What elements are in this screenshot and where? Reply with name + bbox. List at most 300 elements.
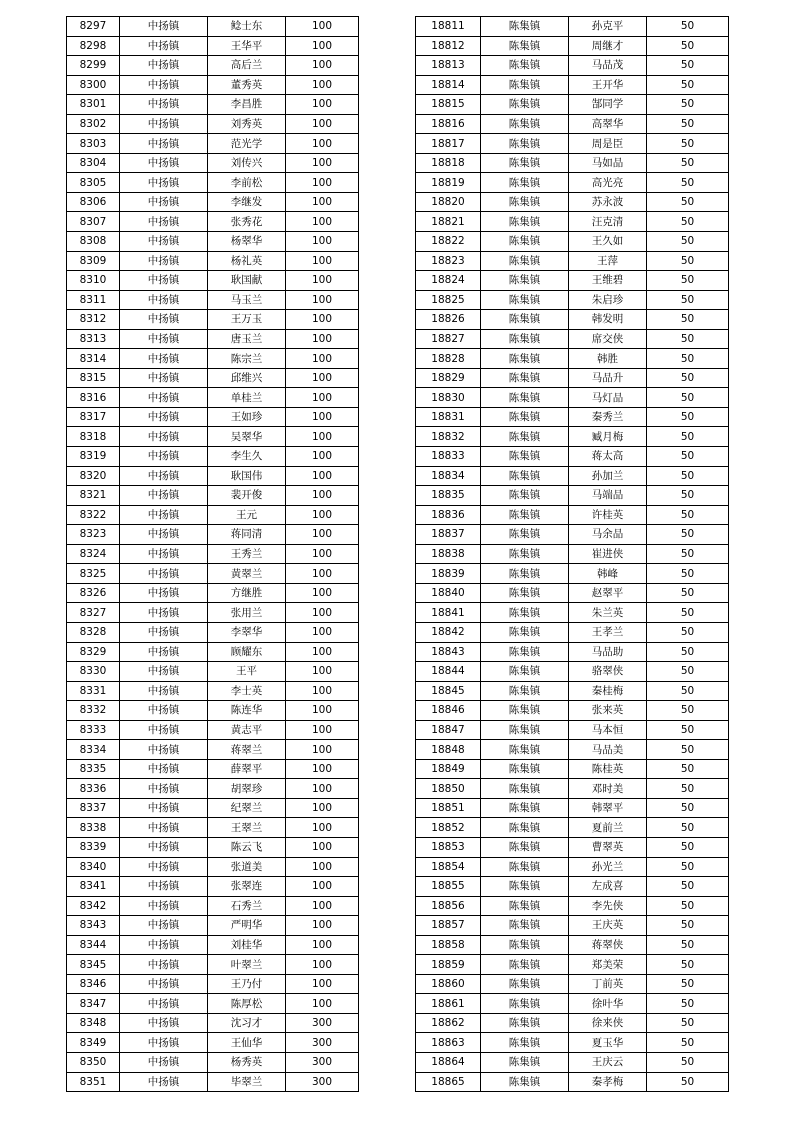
town-cell: 陈集镇	[481, 17, 569, 37]
id-cell: 18828	[416, 349, 481, 369]
id-cell: 18854	[416, 857, 481, 877]
left-table-row	[67, 505, 359, 525]
amount-cell: 50	[647, 17, 729, 37]
name-cell: 马品升	[569, 368, 647, 388]
name-cell: 马玉兰	[208, 290, 286, 310]
town-cell: 中扬镇	[120, 17, 208, 37]
left-table-row	[67, 974, 359, 994]
amount-cell: 50	[647, 818, 729, 838]
amount-cell: 50	[647, 447, 729, 467]
left-table-row	[67, 329, 359, 349]
left-table-row	[67, 681, 359, 701]
left-table-row	[67, 153, 359, 173]
left-table-row	[67, 349, 359, 369]
amount-cell: 100	[286, 935, 359, 955]
name-cell: 朱启珍	[569, 290, 647, 310]
name-cell: 薛翠平	[208, 759, 286, 779]
right-table-row	[416, 134, 729, 154]
id-cell: 8297	[67, 17, 120, 37]
left-table-row	[67, 622, 359, 642]
town-cell: 陈集镇	[481, 681, 569, 701]
amount-cell: 100	[286, 896, 359, 916]
name-cell: 黄志平	[208, 720, 286, 740]
id-cell: 18813	[416, 56, 481, 76]
left-table-row	[67, 837, 359, 857]
id-cell: 8351	[67, 1072, 120, 1092]
amount-cell: 100	[286, 759, 359, 779]
id-cell: 18827	[416, 329, 481, 349]
town-cell: 中扬镇	[120, 994, 208, 1014]
name-cell: 鲶士东	[208, 17, 286, 37]
id-cell: 18817	[416, 134, 481, 154]
right-table-row	[416, 837, 729, 857]
amount-cell: 50	[647, 212, 729, 232]
amount-cell: 100	[286, 525, 359, 545]
right-table-row	[416, 877, 729, 897]
id-cell: 8312	[67, 310, 120, 330]
name-cell: 王开华	[569, 75, 647, 95]
amount-cell: 50	[647, 681, 729, 701]
town-cell: 中扬镇	[120, 232, 208, 252]
amount-cell: 50	[647, 75, 729, 95]
town-cell: 中扬镇	[120, 622, 208, 642]
right-table-row	[416, 1033, 729, 1053]
amount-cell: 50	[647, 290, 729, 310]
amount-cell: 100	[286, 232, 359, 252]
id-cell: 18855	[416, 877, 481, 897]
id-cell: 8350	[67, 1052, 120, 1072]
left-table-row	[67, 583, 359, 603]
left-table-row	[67, 994, 359, 1014]
name-cell: 王乃付	[208, 974, 286, 994]
town-cell: 中扬镇	[120, 681, 208, 701]
amount-cell: 50	[647, 779, 729, 799]
amount-cell: 100	[286, 95, 359, 115]
left-table-row	[67, 544, 359, 564]
town-cell: 陈集镇	[481, 916, 569, 936]
town-cell: 中扬镇	[120, 36, 208, 56]
amount-cell: 50	[647, 153, 729, 173]
town-cell: 陈集镇	[481, 564, 569, 584]
town-cell: 中扬镇	[120, 642, 208, 662]
left-table-row	[67, 818, 359, 838]
amount-cell: 50	[647, 95, 729, 115]
town-cell: 陈集镇	[481, 134, 569, 154]
name-cell: 王庆英	[569, 916, 647, 936]
name-cell: 秦桂梅	[569, 681, 647, 701]
id-cell: 8318	[67, 427, 120, 447]
amount-cell: 50	[647, 916, 729, 936]
name-cell: 马端品	[569, 486, 647, 506]
id-cell: 18856	[416, 896, 481, 916]
id-cell: 18815	[416, 95, 481, 115]
amount-cell: 50	[647, 329, 729, 349]
left-table-row	[67, 701, 359, 721]
town-cell: 陈集镇	[481, 349, 569, 369]
left-table-row	[67, 271, 359, 291]
town-cell: 陈集镇	[481, 427, 569, 447]
left-table-row	[67, 232, 359, 252]
town-cell: 陈集镇	[481, 857, 569, 877]
name-cell: 韩峰	[569, 564, 647, 584]
name-cell: 纪翠兰	[208, 798, 286, 818]
town-cell: 中扬镇	[120, 290, 208, 310]
left-table-row	[67, 192, 359, 212]
id-cell: 18863	[416, 1033, 481, 1053]
amount-cell: 50	[647, 1052, 729, 1072]
town-cell: 陈集镇	[481, 212, 569, 232]
amount-cell: 50	[647, 36, 729, 56]
id-cell: 8326	[67, 583, 120, 603]
town-cell: 陈集镇	[481, 75, 569, 95]
id-cell: 18858	[416, 935, 481, 955]
id-cell: 8305	[67, 173, 120, 193]
name-cell: 韩胜	[569, 349, 647, 369]
amount-cell: 50	[647, 759, 729, 779]
name-cell: 马灯品	[569, 388, 647, 408]
id-cell: 8335	[67, 759, 120, 779]
amount-cell: 100	[286, 740, 359, 760]
id-cell: 8309	[67, 251, 120, 271]
right-table-row	[416, 251, 729, 271]
id-cell: 8302	[67, 114, 120, 134]
name-cell: 孙加兰	[569, 466, 647, 486]
town-cell: 中扬镇	[120, 95, 208, 115]
name-cell: 郜同学	[569, 95, 647, 115]
left-table-row	[67, 173, 359, 193]
town-cell: 中扬镇	[120, 818, 208, 838]
id-cell: 8332	[67, 701, 120, 721]
right-table-row	[416, 818, 729, 838]
right-table-row	[416, 583, 729, 603]
amount-cell: 100	[286, 271, 359, 291]
town-cell: 陈集镇	[481, 114, 569, 134]
left-table-row	[67, 779, 359, 799]
name-cell: 周是臣	[569, 134, 647, 154]
id-cell: 8314	[67, 349, 120, 369]
amount-cell: 100	[286, 134, 359, 154]
amount-cell: 100	[286, 388, 359, 408]
town-cell: 中扬镇	[120, 935, 208, 955]
id-cell: 18852	[416, 818, 481, 838]
amount-cell: 50	[647, 427, 729, 447]
left-table-row	[67, 877, 359, 897]
amount-cell: 100	[286, 662, 359, 682]
amount-cell: 50	[647, 232, 729, 252]
amount-cell: 100	[286, 466, 359, 486]
town-cell: 中扬镇	[120, 798, 208, 818]
id-cell: 18843	[416, 642, 481, 662]
name-cell: 席交侠	[569, 329, 647, 349]
town-cell: 陈集镇	[481, 837, 569, 857]
right-table-row	[416, 544, 729, 564]
town-cell: 陈集镇	[481, 818, 569, 838]
town-cell: 中扬镇	[120, 251, 208, 271]
town-cell: 陈集镇	[481, 935, 569, 955]
amount-cell: 100	[286, 818, 359, 838]
left-table-row	[67, 564, 359, 584]
town-cell: 陈集镇	[481, 955, 569, 975]
amount-cell: 100	[286, 622, 359, 642]
name-cell: 马品助	[569, 642, 647, 662]
name-cell: 李继发	[208, 192, 286, 212]
id-cell: 8344	[67, 935, 120, 955]
id-cell: 18860	[416, 974, 481, 994]
right-table-row	[416, 798, 729, 818]
id-cell: 8348	[67, 1013, 120, 1033]
amount-cell: 50	[647, 368, 729, 388]
name-cell: 臧月梅	[569, 427, 647, 447]
name-cell: 马品美	[569, 740, 647, 760]
left-table-row	[67, 114, 359, 134]
name-cell: 王仙华	[208, 1033, 286, 1053]
right-table-row	[416, 153, 729, 173]
town-cell: 中扬镇	[120, 564, 208, 584]
name-cell: 蒋同清	[208, 525, 286, 545]
id-cell: 8320	[67, 466, 120, 486]
right-table-row	[416, 368, 729, 388]
id-cell: 18837	[416, 525, 481, 545]
id-cell: 18826	[416, 310, 481, 330]
right-table-row	[416, 349, 729, 369]
name-cell: 顾耀东	[208, 642, 286, 662]
town-cell: 陈集镇	[481, 505, 569, 525]
id-cell: 8316	[67, 388, 120, 408]
name-cell: 王庆云	[569, 1052, 647, 1072]
name-cell: 左成喜	[569, 877, 647, 897]
right-table-row	[416, 720, 729, 740]
name-cell: 高光亮	[569, 173, 647, 193]
town-cell: 陈集镇	[481, 36, 569, 56]
left-table-row	[67, 1052, 359, 1072]
amount-cell: 300	[286, 1072, 359, 1092]
amount-cell: 100	[286, 837, 359, 857]
town-cell: 中扬镇	[120, 153, 208, 173]
name-cell: 王萍	[569, 251, 647, 271]
name-cell: 王华平	[208, 36, 286, 56]
id-cell: 8345	[67, 955, 120, 975]
right-table-row	[416, 486, 729, 506]
id-cell: 8336	[67, 779, 120, 799]
id-cell: 8337	[67, 798, 120, 818]
amount-cell: 100	[286, 290, 359, 310]
town-cell: 中扬镇	[120, 427, 208, 447]
town-cell: 中扬镇	[120, 916, 208, 936]
left-table-row	[67, 896, 359, 916]
name-cell: 杨翠华	[208, 232, 286, 252]
town-cell: 陈集镇	[481, 290, 569, 310]
amount-cell: 50	[647, 603, 729, 623]
id-cell: 18859	[416, 955, 481, 975]
town-cell: 陈集镇	[481, 1072, 569, 1092]
amount-cell: 100	[286, 642, 359, 662]
town-cell: 陈集镇	[481, 622, 569, 642]
id-cell: 8299	[67, 56, 120, 76]
town-cell: 陈集镇	[481, 583, 569, 603]
amount-cell: 50	[647, 310, 729, 330]
id-cell: 8321	[67, 486, 120, 506]
name-cell: 叶翠兰	[208, 955, 286, 975]
id-cell: 18851	[416, 798, 481, 818]
amount-cell: 100	[286, 349, 359, 369]
name-cell: 范光学	[208, 134, 286, 154]
name-cell: 方继胜	[208, 583, 286, 603]
name-cell: 马品茂	[569, 56, 647, 76]
town-cell: 陈集镇	[481, 603, 569, 623]
id-cell: 8298	[67, 36, 120, 56]
name-cell: 单桂兰	[208, 388, 286, 408]
amount-cell: 50	[647, 466, 729, 486]
id-cell: 18844	[416, 662, 481, 682]
amount-cell: 50	[647, 1033, 729, 1053]
right-table-row	[416, 916, 729, 936]
town-cell: 中扬镇	[120, 310, 208, 330]
name-cell: 刘秀英	[208, 114, 286, 134]
amount-cell: 50	[647, 994, 729, 1014]
id-cell: 8349	[67, 1033, 120, 1053]
name-cell: 徐叶华	[569, 994, 647, 1014]
amount-cell: 50	[647, 720, 729, 740]
name-cell: 骆翠侠	[569, 662, 647, 682]
right-table-row	[416, 681, 729, 701]
name-cell: 韩翠平	[569, 798, 647, 818]
amount-cell: 100	[286, 583, 359, 603]
id-cell: 8342	[67, 896, 120, 916]
town-cell: 陈集镇	[481, 759, 569, 779]
town-cell: 中扬镇	[120, 720, 208, 740]
id-cell: 18840	[416, 583, 481, 603]
town-cell: 中扬镇	[120, 271, 208, 291]
left-table-row	[67, 935, 359, 955]
left-table-row	[67, 955, 359, 975]
id-cell: 18822	[416, 232, 481, 252]
amount-cell: 50	[647, 525, 729, 545]
left-table-row	[67, 642, 359, 662]
id-cell: 18824	[416, 271, 481, 291]
name-cell: 孙克平	[569, 17, 647, 37]
right-table-row	[416, 857, 729, 877]
id-cell: 18836	[416, 505, 481, 525]
right-table-row	[416, 407, 729, 427]
name-cell: 胡翠珍	[208, 779, 286, 799]
amount-cell: 50	[647, 662, 729, 682]
amount-cell: 50	[647, 701, 729, 721]
town-cell: 中扬镇	[120, 349, 208, 369]
town-cell: 陈集镇	[481, 642, 569, 662]
town-cell: 陈集镇	[481, 95, 569, 115]
right-table-row	[416, 56, 729, 76]
left-table-row	[67, 75, 359, 95]
left-table-row	[67, 212, 359, 232]
name-cell: 石秀兰	[208, 896, 286, 916]
name-cell: 丁前英	[569, 974, 647, 994]
town-cell: 陈集镇	[481, 466, 569, 486]
id-cell: 18842	[416, 622, 481, 642]
name-cell: 陈宗兰	[208, 349, 286, 369]
right-table-row	[416, 173, 729, 193]
right-table-row	[416, 564, 729, 584]
amount-cell: 50	[647, 486, 729, 506]
town-cell: 中扬镇	[120, 407, 208, 427]
amount-cell: 100	[286, 798, 359, 818]
name-cell: 韩发明	[569, 310, 647, 330]
right-table-row	[416, 779, 729, 799]
id-cell: 18831	[416, 407, 481, 427]
town-cell: 陈集镇	[481, 740, 569, 760]
town-cell: 陈集镇	[481, 720, 569, 740]
right-table-row	[416, 466, 729, 486]
name-cell: 高翠华	[569, 114, 647, 134]
id-cell: 18853	[416, 837, 481, 857]
town-cell: 中扬镇	[120, 56, 208, 76]
id-cell: 18861	[416, 994, 481, 1014]
id-cell: 18864	[416, 1052, 481, 1072]
id-cell: 18811	[416, 17, 481, 37]
name-cell: 杨秀英	[208, 1052, 286, 1072]
amount-cell: 50	[647, 622, 729, 642]
town-cell: 中扬镇	[120, 974, 208, 994]
amount-cell: 50	[647, 955, 729, 975]
left-table-row	[67, 388, 359, 408]
amount-cell: 50	[647, 544, 729, 564]
amount-cell: 100	[286, 192, 359, 212]
name-cell: 刘桂华	[208, 935, 286, 955]
town-cell: 陈集镇	[481, 877, 569, 897]
id-cell: 8325	[67, 564, 120, 584]
id-cell: 8329	[67, 642, 120, 662]
name-cell: 吴翠华	[208, 427, 286, 447]
id-cell: 8330	[67, 662, 120, 682]
town-cell: 中扬镇	[120, 1013, 208, 1033]
id-cell: 8343	[67, 916, 120, 936]
town-cell: 中扬镇	[120, 857, 208, 877]
town-cell: 陈集镇	[481, 1033, 569, 1053]
id-cell: 18838	[416, 544, 481, 564]
name-cell: 王元	[208, 505, 286, 525]
name-cell: 李先侠	[569, 896, 647, 916]
amount-cell: 300	[286, 1013, 359, 1033]
name-cell: 王孝兰	[569, 622, 647, 642]
name-cell: 张来英	[569, 701, 647, 721]
amount-cell: 100	[286, 153, 359, 173]
amount-cell: 50	[647, 583, 729, 603]
town-cell: 中扬镇	[120, 388, 208, 408]
amount-cell: 50	[647, 974, 729, 994]
amount-cell: 100	[286, 329, 359, 349]
id-cell: 8304	[67, 153, 120, 173]
left-table-row	[67, 290, 359, 310]
town-cell: 陈集镇	[481, 232, 569, 252]
name-cell: 董秀英	[208, 75, 286, 95]
town-cell: 陈集镇	[481, 486, 569, 506]
id-cell: 18825	[416, 290, 481, 310]
amount-cell: 100	[286, 17, 359, 37]
amount-cell: 50	[647, 192, 729, 212]
town-cell: 陈集镇	[481, 388, 569, 408]
town-cell: 中扬镇	[120, 329, 208, 349]
name-cell: 许桂英	[569, 505, 647, 525]
id-cell: 18845	[416, 681, 481, 701]
name-cell: 杨礼英	[208, 251, 286, 271]
id-cell: 18848	[416, 740, 481, 760]
left-table	[66, 16, 359, 1092]
name-cell: 裴开俊	[208, 486, 286, 506]
right-table-row	[416, 75, 729, 95]
left-table-row	[67, 368, 359, 388]
id-cell: 18847	[416, 720, 481, 740]
town-cell: 中扬镇	[120, 896, 208, 916]
town-cell: 陈集镇	[481, 251, 569, 271]
